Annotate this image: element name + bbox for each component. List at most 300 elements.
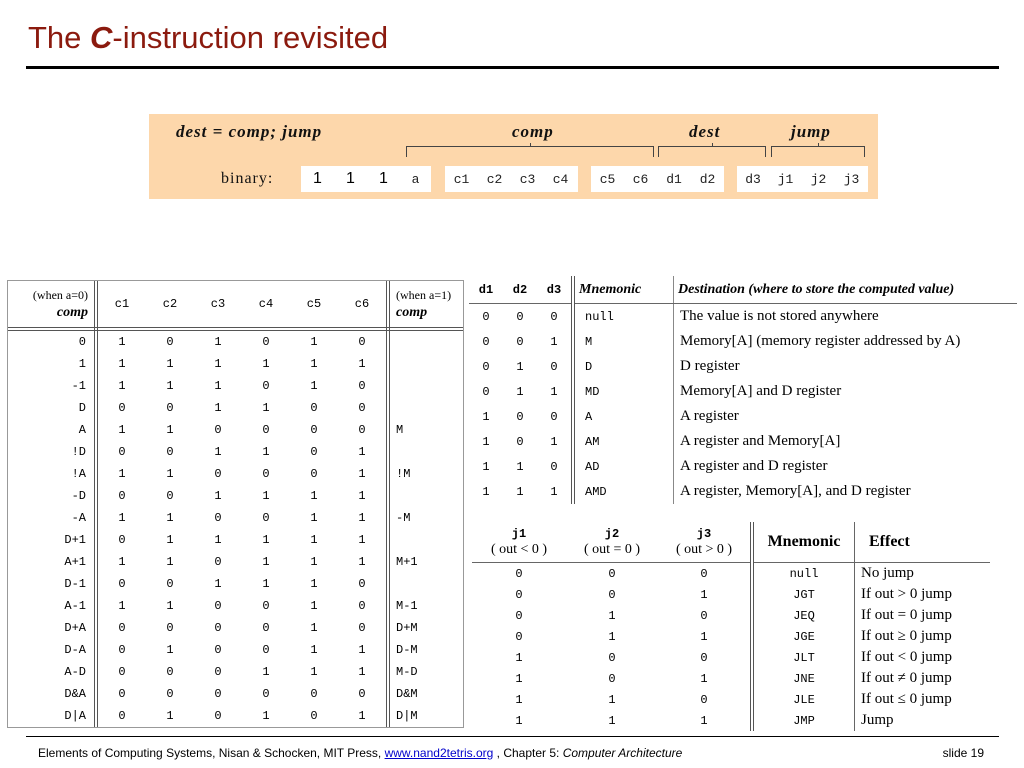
comp-mnemonic-a1: D|M <box>396 709 418 723</box>
dest-bit: 0 <box>516 309 524 324</box>
dest-description: D register <box>674 354 1018 379</box>
table-row <box>469 329 1017 354</box>
comp-bit: 1 <box>338 441 388 463</box>
comp-mnemonic-a1 <box>388 353 463 375</box>
comp-mnemonic-a0: D+1 <box>8 529 96 551</box>
dest-mnemonic: A <box>585 409 593 424</box>
bit-j2: j2 <box>810 171 827 187</box>
comp-bit: 0 <box>214 599 222 613</box>
bit-fixed: 1 <box>379 170 388 187</box>
dest-brace <box>658 146 766 157</box>
col-header: c1 <box>96 281 146 329</box>
comp-bit: 0 <box>214 665 222 679</box>
bit-j3: j3 <box>843 171 860 187</box>
comp-bit: 1 <box>214 533 222 547</box>
bit-d3: d3 <box>745 171 761 187</box>
bit-c6: c6 <box>632 171 649 187</box>
comp-bit: 0 <box>214 687 222 701</box>
comp-bit: 0 <box>310 467 318 481</box>
dest-bit: 1 <box>516 359 524 374</box>
comp-bit: 0 <box>214 423 222 437</box>
jump-bit: 0 <box>608 566 616 581</box>
comp-bit: 0 <box>118 401 126 415</box>
comp-mnemonic-a0: -D <box>8 485 96 507</box>
comp-bit: 1 <box>262 357 270 371</box>
comp-bit: 0 <box>262 511 270 525</box>
comp-mnemonic-a0: D&A <box>8 683 96 705</box>
dest-header-mnemonic: Mnemonic <box>573 276 674 304</box>
comp-bit: 0 <box>310 445 318 459</box>
dest-bit: 0 <box>482 309 490 324</box>
bit-c5: c5 <box>599 171 616 187</box>
dest-bit: 0 <box>482 359 490 374</box>
comp-bit: 0 <box>118 533 126 547</box>
table-row <box>8 507 463 529</box>
comp-bit: 0 <box>338 329 388 353</box>
col-header: c2 <box>146 281 194 329</box>
comp-mnemonic-a0: 0 <box>8 329 96 353</box>
dest-bit: 1 <box>537 429 573 454</box>
table-row <box>8 485 463 507</box>
jump-effect: If out > 0 jump <box>855 584 991 605</box>
jump-table <box>472 522 990 731</box>
dest-description: Memory[A] (memory register addressed by A) <box>674 329 1018 354</box>
dest-bit: 0 <box>482 334 490 349</box>
comp-bit: 1 <box>338 639 388 661</box>
dest-header-destination: Destination (where to store the computed value) <box>674 276 1018 304</box>
comp-bit: 1 <box>262 489 270 503</box>
comp-bit: 1 <box>310 357 318 371</box>
comp-bit: 0 <box>166 621 174 635</box>
comp-bit: 1 <box>338 353 388 375</box>
footer-text: Elements of Computing Systems, Nisan & Schocken, MIT Press, <box>38 746 385 760</box>
jump-effect: If out < 0 jump <box>855 647 991 668</box>
comp-bit: 1 <box>262 445 270 459</box>
comp-bit: 1 <box>310 665 318 679</box>
comp-bit: 1 <box>118 335 126 349</box>
comp-bit: 0 <box>214 621 222 635</box>
footer-rule <box>26 736 999 737</box>
comp-bit: 0 <box>310 423 318 437</box>
jump-brace <box>771 146 865 157</box>
table-row <box>8 419 463 441</box>
comp-bit: 0 <box>310 401 318 415</box>
comp-bit: 0 <box>338 683 388 705</box>
jump-bit: 1 <box>658 710 752 731</box>
comp-bit: 1 <box>166 533 174 547</box>
dest-bit: 1 <box>482 409 490 424</box>
dest-jump-bits <box>737 166 868 192</box>
jump-bit: 0 <box>515 608 523 623</box>
comp-bit: 1 <box>166 599 174 613</box>
comp-bit: 1 <box>310 379 318 393</box>
comp-bit: 1 <box>310 489 318 503</box>
dest-bit: 1 <box>537 479 573 504</box>
col-header: c6 <box>338 281 388 329</box>
table-row <box>469 354 1017 379</box>
comp-bit: 0 <box>166 687 174 701</box>
comp-bit: 1 <box>166 709 174 723</box>
comp-bit: 1 <box>338 507 388 529</box>
comp-bit: 1 <box>262 665 270 679</box>
comp-bit: 1 <box>338 485 388 507</box>
dest-label: dest <box>689 122 721 141</box>
table-row <box>472 689 990 710</box>
table-row <box>8 705 463 727</box>
dest-description: A register, Memory[A], and D register <box>674 479 1018 504</box>
comp-bit: 1 <box>166 511 174 525</box>
comp-bit: 1 <box>214 577 222 591</box>
jump-bit: 0 <box>515 629 523 644</box>
comp-bit: 0 <box>118 709 126 723</box>
dest-mnemonic: null <box>585 309 614 324</box>
comp-mnemonic-a1: M-D <box>396 665 418 679</box>
dest-mnemonic: D <box>585 359 593 374</box>
comp-bit: 1 <box>214 445 222 459</box>
comp-mnemonic-a0: D|A <box>8 705 96 727</box>
comp-a1-header: (when a=1) comp <box>388 281 463 329</box>
jump-header-j3: j3 ( out > 0 ) <box>658 522 752 563</box>
comp-bit: 0 <box>166 665 174 679</box>
dest-bit: 0 <box>537 304 573 330</box>
comp-mnemonic-a1 <box>388 397 463 419</box>
table-row <box>472 710 990 731</box>
table-row <box>469 379 1017 404</box>
table-row <box>472 647 990 668</box>
title-c: C <box>90 20 113 55</box>
table-row <box>8 573 463 595</box>
bit-d1: d1 <box>666 171 682 187</box>
table-row <box>8 595 463 617</box>
comp-dest-bits <box>591 166 724 192</box>
dest-bit: 1 <box>482 459 490 474</box>
bit-j1: j1 <box>777 171 794 187</box>
comp-bit: 1 <box>118 357 126 371</box>
jump-mnemonic: JEQ <box>752 605 855 626</box>
comp-bit: 0 <box>310 709 318 723</box>
website-link[interactable]: www.nand2tetris.org <box>384 746 494 760</box>
comp-bit: 1 <box>166 423 174 437</box>
jump-bit: 1 <box>608 608 616 623</box>
comp-bit: 1 <box>310 335 318 349</box>
comp-bit: 1 <box>338 463 388 485</box>
dest-header-d2: d2 <box>503 276 537 304</box>
col-header: c4 <box>242 281 290 329</box>
comp-mnemonic-a0: A-D <box>8 661 96 683</box>
dest-bit: 1 <box>537 329 573 354</box>
bit-c4: c4 <box>552 171 569 187</box>
comp-bit: 1 <box>118 379 126 393</box>
jump-effect: If out ≤ 0 jump <box>855 689 991 710</box>
comp-a0-header: (when a=0) comp <box>8 281 96 329</box>
comp-bit: 0 <box>262 379 270 393</box>
dest-header-d1: d1 <box>469 276 503 304</box>
comp-bit: 0 <box>262 621 270 635</box>
bit-a: a <box>411 171 420 187</box>
comp-mnemonic-a1: M+1 <box>396 555 418 569</box>
comp-bit: 1 <box>118 511 126 525</box>
table-row <box>8 617 463 639</box>
comp-mnemonic-a1 <box>388 441 463 463</box>
dest-mnemonic: MD <box>585 384 600 399</box>
jump-bit: 1 <box>515 671 523 686</box>
dest-bit: 1 <box>482 484 490 499</box>
comp-brace <box>406 146 654 157</box>
table-row <box>8 463 463 485</box>
dest-bit: 0 <box>482 384 490 399</box>
comp-bit: 0 <box>214 643 222 657</box>
comp-bit: 0 <box>262 687 270 701</box>
bit-c3: c3 <box>519 171 536 187</box>
dest-description: A register and Memory[A] <box>674 429 1018 454</box>
col-header: c5 <box>290 281 338 329</box>
comp-bit: 1 <box>214 489 222 503</box>
comp-bit: 1 <box>166 379 174 393</box>
dest-description: A register <box>674 404 1018 429</box>
binary-label: binary: <box>221 170 274 187</box>
comp-bits-1 <box>445 166 578 192</box>
comp-bit: 0 <box>118 577 126 591</box>
comp-bit: 0 <box>118 665 126 679</box>
dest-mnemonic: AM <box>585 434 600 449</box>
comp-bit: 0 <box>166 489 174 503</box>
comp-mnemonic-a1: D+M <box>396 621 418 635</box>
bit-c2: c2 <box>486 171 503 187</box>
bit-fixed: 1 <box>346 170 355 187</box>
table-row <box>8 441 463 463</box>
jump-mnemonic: JLT <box>752 647 855 668</box>
comp-bit: 0 <box>118 621 126 635</box>
dest-bit: 0 <box>537 454 573 479</box>
table-row <box>8 639 463 661</box>
comp-bit: 0 <box>118 687 126 701</box>
jump-bit: 1 <box>515 692 523 707</box>
syntax-label: dest = comp; jump <box>176 122 323 141</box>
title-prefix: The <box>28 20 91 55</box>
comp-bit: 0 <box>214 555 222 569</box>
comp-bit: 0 <box>262 643 270 657</box>
comp-table-box <box>7 280 464 728</box>
comp-mnemonic-a0: -A <box>8 507 96 529</box>
comp-bit: 1 <box>118 555 126 569</box>
jump-mnemonic: JMP <box>752 710 855 731</box>
dest-bit: 0 <box>516 434 524 449</box>
slide-number: slide 19 <box>942 746 984 760</box>
dest-bit: 0 <box>516 409 524 424</box>
comp-mnemonic-a1 <box>388 529 463 551</box>
comp-mnemonic-a1: D&M <box>396 687 418 701</box>
jump-header-effect: Effect <box>855 522 991 563</box>
table-row <box>469 304 1017 330</box>
dest-description: Memory[A] and D register <box>674 379 1018 404</box>
comp-bit: 1 <box>338 705 388 727</box>
comp-bit: 1 <box>118 599 126 613</box>
comp-bit: 1 <box>214 379 222 393</box>
comp-mnemonic-a0: D <box>8 397 96 419</box>
comp-mnemonic-a0: D-A <box>8 639 96 661</box>
jump-bit: 1 <box>608 692 616 707</box>
jump-effect: If out ≠ 0 jump <box>855 668 991 689</box>
table-row <box>8 551 463 573</box>
comp-table <box>8 281 463 727</box>
footer-text-2: , Chapter 5: <box>493 746 563 760</box>
comp-bit: 0 <box>166 401 174 415</box>
comp-bit: 0 <box>214 709 222 723</box>
table-row <box>469 404 1017 429</box>
comp-bit: 1 <box>166 643 174 657</box>
jump-bit: 0 <box>608 671 616 686</box>
comp-mnemonic-a0: -1 <box>8 375 96 397</box>
dest-mnemonic: M <box>585 334 593 349</box>
comp-bit: 1 <box>338 551 388 573</box>
comp-mnemonic-a1 <box>388 375 463 397</box>
title-suffix: -instruction revisited <box>112 20 389 55</box>
table-row <box>8 683 463 705</box>
comp-mnemonic-a1 <box>388 329 463 353</box>
comp-bit: 1 <box>262 401 270 415</box>
jump-mnemonic: null <box>752 563 855 585</box>
table-row <box>8 329 463 353</box>
table-row <box>472 584 990 605</box>
comp-mnemonic-a0: A-1 <box>8 595 96 617</box>
comp-mnemonic-a0: A <box>8 419 96 441</box>
comp-bit: 0 <box>166 445 174 459</box>
dest-header-d3: d3 <box>537 276 573 304</box>
jump-bit: 0 <box>658 605 752 626</box>
comp-bit: 1 <box>338 661 388 683</box>
comp-bit: 1 <box>310 511 318 525</box>
dest-mnemonic: AMD <box>585 484 607 499</box>
col-header: c3 <box>194 281 242 329</box>
comp-label: comp <box>512 122 554 141</box>
table-row <box>8 353 463 375</box>
comp-bit: 0 <box>262 423 270 437</box>
comp-bit: 1 <box>310 555 318 569</box>
comp-bit: 0 <box>338 375 388 397</box>
table-row <box>8 661 463 683</box>
comp-bit: 0 <box>262 599 270 613</box>
jump-label: jump <box>791 122 831 141</box>
comp-bit: 1 <box>214 357 222 371</box>
comp-bit: 1 <box>338 529 388 551</box>
bit-c1: c1 <box>453 171 470 187</box>
jump-header-mnemonic: Mnemonic <box>752 522 855 563</box>
jump-bit: 0 <box>515 566 523 581</box>
dest-description: The value is not stored anywhere <box>674 304 1018 330</box>
comp-mnemonic-a1: D-M <box>396 643 418 657</box>
table-row <box>8 375 463 397</box>
comp-bit: 1 <box>166 555 174 569</box>
comp-mnemonic-a0: !D <box>8 441 96 463</box>
jump-effect: If out = 0 jump <box>855 605 991 626</box>
comp-bit: 0 <box>262 467 270 481</box>
jump-effect: Jump <box>855 710 991 731</box>
dest-bit: 0 <box>537 404 573 429</box>
comp-bit: 0 <box>118 643 126 657</box>
table-row <box>472 668 990 689</box>
dest-table <box>469 276 1017 504</box>
jump-mnemonic: JNE <box>752 668 855 689</box>
comp-mnemonic-a0: 1 <box>8 353 96 375</box>
jump-bit: 1 <box>658 626 752 647</box>
comp-mnemonic-a0: D-1 <box>8 573 96 595</box>
dest-bit: 1 <box>516 484 524 499</box>
comp-bit: 1 <box>310 577 318 591</box>
jump-header-j2: j2 ( out = 0 ) <box>566 522 658 563</box>
jump-effect: No jump <box>855 563 991 585</box>
jump-bit: 1 <box>608 713 616 728</box>
jump-bit: 1 <box>658 584 752 605</box>
jump-mnemonic: JLE <box>752 689 855 710</box>
comp-bit: 0 <box>338 419 388 441</box>
comp-bit: 0 <box>338 595 388 617</box>
table-row <box>469 479 1017 504</box>
dest-bit: 1 <box>516 384 524 399</box>
comp-bit: 1 <box>310 643 318 657</box>
dest-bit: 1 <box>482 434 490 449</box>
comp-mnemonic-a0: A+1 <box>8 551 96 573</box>
jump-bit: 0 <box>658 563 752 585</box>
comp-bit: 0 <box>338 573 388 595</box>
comp-bit: 1 <box>118 423 126 437</box>
dest-bit: 0 <box>537 354 573 379</box>
comp-mnemonic-a1: -M <box>396 511 411 525</box>
comp-bit: 0 <box>310 687 318 701</box>
comp-bit: 1 <box>310 621 318 635</box>
comp-bit: 1 <box>310 599 318 613</box>
comp-bit: 1 <box>262 555 270 569</box>
jump-bit: 0 <box>658 647 752 668</box>
jump-effect: If out ≥ 0 jump <box>855 626 991 647</box>
jump-mnemonic: JGT <box>752 584 855 605</box>
comp-bit: 1 <box>166 357 174 371</box>
comp-mnemonic-a0: !A <box>8 463 96 485</box>
dest-bit: 1 <box>537 379 573 404</box>
comp-mnemonic-a1 <box>388 573 463 595</box>
comp-bit: 1 <box>166 467 174 481</box>
comp-bit: 0 <box>118 445 126 459</box>
table-row <box>8 529 463 551</box>
jump-bit: 1 <box>515 713 523 728</box>
footer <box>38 746 682 760</box>
jump-bit: 0 <box>515 587 523 602</box>
comp-mnemonic-a0: D+A <box>8 617 96 639</box>
table-row <box>469 454 1017 479</box>
comp-bit: 0 <box>166 577 174 591</box>
dest-bit: 0 <box>516 334 524 349</box>
comp-mnemonic-a1: !M <box>396 467 411 481</box>
comp-bit: 0 <box>214 511 222 525</box>
dest-mnemonic: AD <box>585 459 600 474</box>
comp-bit: 1 <box>214 401 222 415</box>
jump-bit: 1 <box>515 650 523 665</box>
jump-bit: 1 <box>658 668 752 689</box>
comp-bit: 1 <box>214 335 222 349</box>
dest-description: A register and D register <box>674 454 1018 479</box>
table-row <box>8 397 463 419</box>
comp-bit: 0 <box>214 467 222 481</box>
comp-bit: 0 <box>338 397 388 419</box>
chapter-title: Computer Architecture <box>562 746 683 760</box>
comp-mnemonic-a1: M <box>396 423 404 437</box>
comp-mnemonic-a1 <box>388 485 463 507</box>
jump-bit: 0 <box>608 587 616 602</box>
instruction-format-box <box>149 114 878 199</box>
table-row <box>472 605 990 626</box>
jump-mnemonic: JGE <box>752 626 855 647</box>
comp-bit: 0 <box>262 335 270 349</box>
comp-bit: 0 <box>338 617 388 639</box>
